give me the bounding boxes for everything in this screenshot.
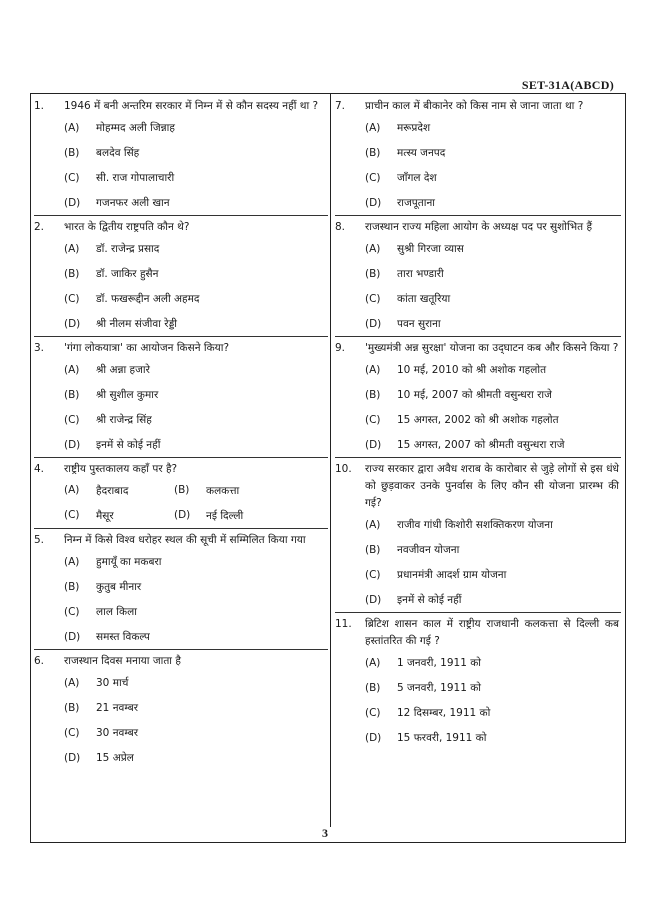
option bbox=[34, 720, 328, 745]
option-text: श्री राजेन्द्र सिंह bbox=[96, 413, 152, 426]
option-key: (D) bbox=[365, 317, 382, 330]
option-text: 15 अप्रेल bbox=[96, 751, 134, 764]
option bbox=[335, 190, 621, 215]
option-key: (B) bbox=[365, 267, 381, 280]
option-key: (B) bbox=[365, 681, 381, 694]
option-row bbox=[34, 503, 328, 528]
question-header bbox=[34, 216, 328, 236]
option bbox=[34, 432, 328, 457]
option bbox=[34, 140, 328, 165]
question-number: 9. bbox=[335, 342, 346, 354]
option-text: लाल किला bbox=[96, 605, 137, 618]
option-text: 15 फरवरी, 1911 को bbox=[397, 731, 487, 744]
option bbox=[335, 382, 621, 407]
option-key: (B) bbox=[365, 543, 381, 556]
option-text: जाँगल देश bbox=[397, 171, 437, 184]
question-block bbox=[335, 95, 621, 216]
option bbox=[335, 725, 621, 750]
option bbox=[34, 745, 328, 770]
question-number: 2. bbox=[34, 221, 45, 233]
question-text: 'मुख्यमंत्री अन्न सुरक्षा' योजना का उद्‌घाटन कब और किसने किया ? bbox=[365, 342, 619, 354]
question-text: राष्ट्रीय पुस्तकालय कहाँ पर है? bbox=[64, 463, 178, 475]
option-text: श्री सुशील कुमार bbox=[96, 388, 159, 401]
question-text: राजस्थान राज्य महिला आयोग के अध्यक्ष पद पर सुशोभित हैं bbox=[365, 221, 593, 233]
option bbox=[335, 311, 621, 336]
option bbox=[335, 537, 621, 562]
page-number: 3 bbox=[322, 826, 328, 840]
option bbox=[34, 670, 328, 695]
option bbox=[335, 165, 621, 190]
option bbox=[335, 562, 621, 587]
option-key: (C) bbox=[365, 171, 381, 184]
option-key: (D) bbox=[365, 196, 382, 209]
option-row bbox=[34, 478, 328, 503]
question-number: 7. bbox=[335, 100, 346, 112]
option bbox=[335, 140, 621, 165]
option-text: नई दिल्ली bbox=[206, 509, 244, 522]
option-key: (C) bbox=[64, 508, 80, 521]
option-text: 10 मई, 2007 को श्रीमती वसुन्धरा राजे bbox=[397, 388, 552, 401]
option-text: पवन सुराना bbox=[397, 317, 441, 330]
question-header bbox=[335, 95, 621, 115]
question-header bbox=[335, 458, 621, 512]
option-key: (D) bbox=[174, 508, 191, 521]
option-text: समस्त विकल्प bbox=[96, 630, 150, 643]
option-key: (A) bbox=[64, 242, 80, 255]
option bbox=[335, 261, 621, 286]
question-header bbox=[335, 613, 621, 650]
option bbox=[34, 286, 328, 311]
option-text: डॉ. फखरूद्दीन अली अहमद bbox=[96, 292, 200, 305]
option-key: (D) bbox=[365, 438, 382, 451]
set-code: SET-31A(ABCD) bbox=[521, 78, 614, 92]
option-text: कांता खतूरिया bbox=[397, 292, 451, 305]
option-key: (A) bbox=[365, 242, 381, 255]
option-key: (C) bbox=[64, 292, 80, 305]
option-key: (A) bbox=[64, 676, 80, 689]
option bbox=[174, 484, 284, 498]
option-text: 15 अगस्त, 2007 को श्रीमती वसुन्धरा राजे bbox=[397, 438, 565, 451]
option bbox=[335, 432, 621, 457]
option bbox=[34, 261, 328, 286]
option-key: (A) bbox=[64, 483, 80, 496]
option bbox=[34, 599, 328, 624]
question-block bbox=[34, 95, 328, 216]
option-text: मत्स्य जनपद bbox=[397, 146, 446, 159]
option-key: (A) bbox=[365, 518, 381, 531]
option-key: (C) bbox=[64, 413, 80, 426]
option-key: (A) bbox=[64, 555, 80, 568]
option bbox=[34, 357, 328, 382]
option-key: (C) bbox=[64, 726, 80, 739]
option-key: (B) bbox=[64, 267, 80, 280]
option-text: 30 नवम्बर bbox=[96, 726, 139, 739]
question-text: 1946 में बनी अन्तरिम सरकार में निम्न में से कौन सदस्य नहीं था ? bbox=[64, 100, 319, 112]
option bbox=[335, 407, 621, 432]
option-key: (C) bbox=[365, 413, 381, 426]
option bbox=[174, 509, 284, 523]
question-number: 4. bbox=[34, 463, 45, 475]
option-key: (A) bbox=[365, 363, 381, 376]
option-key: (D) bbox=[64, 630, 81, 643]
question-block bbox=[34, 216, 328, 337]
option-key: (B) bbox=[365, 388, 381, 401]
question-block bbox=[335, 337, 621, 458]
question-text: राजस्थान दिवस मनाया जाता है bbox=[64, 655, 181, 667]
option-key: (A) bbox=[64, 121, 80, 134]
option bbox=[34, 311, 328, 336]
option-text: 15 अगस्त, 2002 को श्री अशोक गहलोत bbox=[397, 413, 559, 426]
question-number: 3. bbox=[34, 342, 45, 354]
question-number: 10. bbox=[335, 463, 352, 475]
option bbox=[34, 407, 328, 432]
option-text: तारा भण्डारी bbox=[397, 267, 444, 280]
option-key: (D) bbox=[64, 438, 81, 451]
question-block bbox=[335, 458, 621, 613]
option-text: बलदेव सिंह bbox=[96, 146, 140, 159]
option-key: (B) bbox=[174, 483, 190, 496]
question-block bbox=[34, 458, 328, 529]
option bbox=[34, 236, 328, 261]
option-key: (C) bbox=[365, 568, 381, 581]
option-text: प्रधानमंत्री आदर्श ग्राम योजना bbox=[397, 568, 507, 581]
option-text: इनमें से कोई नहीं bbox=[96, 438, 161, 451]
option bbox=[64, 509, 174, 523]
option-key: (C) bbox=[64, 605, 80, 618]
option-key: (B) bbox=[64, 580, 80, 593]
question-block bbox=[335, 613, 621, 750]
option-key: (D) bbox=[64, 751, 81, 764]
question-text: प्राचीन काल में बीकानेर को किस नाम से जाना जाता था ? bbox=[365, 100, 584, 112]
question-header bbox=[335, 216, 621, 236]
option-text: कुतुब मीनार bbox=[96, 580, 142, 593]
option bbox=[34, 165, 328, 190]
question-text: भारत के द्वितीय राष्ट्रपति कौन थे? bbox=[64, 221, 190, 233]
option bbox=[335, 115, 621, 140]
option bbox=[34, 624, 328, 649]
option-text: 1 जनवरी, 1911 को bbox=[397, 656, 482, 669]
option-key: (A) bbox=[365, 121, 381, 134]
option-key: (D) bbox=[365, 731, 382, 744]
option-text: हैदराबाद bbox=[96, 484, 129, 497]
option-text: मरूप्रदेश bbox=[397, 121, 431, 134]
option bbox=[335, 587, 621, 612]
question-header bbox=[34, 650, 328, 670]
option-text: गजनफर अली खान bbox=[96, 196, 170, 209]
question-header bbox=[335, 337, 621, 357]
option-key: (C) bbox=[64, 171, 80, 184]
column-divider bbox=[330, 93, 331, 827]
question-text: निम्न में किसे विश्व धरोहर स्थल की सूची में सम्मिलित किया गया bbox=[64, 534, 306, 546]
option-text: मोहम्मद अली जिन्नाह bbox=[96, 121, 175, 134]
option-text: 5 जनवरी, 1911 को bbox=[397, 681, 482, 694]
option bbox=[34, 115, 328, 140]
option-text: सी. राज गोपालाचारी bbox=[96, 171, 175, 184]
question-number: 5. bbox=[34, 534, 45, 546]
option-key: (D) bbox=[64, 317, 81, 330]
option-text: सुश्री गिरजा व्यास bbox=[397, 242, 464, 255]
option bbox=[335, 675, 621, 700]
option-text: इनमें से कोई नहीं bbox=[397, 593, 462, 606]
option-text: नवजीवन योजना bbox=[397, 543, 460, 556]
question-number: 6. bbox=[34, 655, 45, 667]
option-text: 12 दिसम्बर, 1911 को bbox=[397, 706, 491, 719]
option-key: (C) bbox=[365, 292, 381, 305]
question-header bbox=[34, 529, 328, 549]
question-block bbox=[34, 529, 328, 650]
option bbox=[335, 357, 621, 382]
question-block bbox=[34, 337, 328, 458]
option-key: (D) bbox=[64, 196, 81, 209]
question-number: 11. bbox=[335, 618, 352, 630]
question-number: 1. bbox=[34, 100, 45, 112]
option-text: मैसूर bbox=[96, 509, 114, 522]
option-text: डॉ. जाकिर हुसैन bbox=[96, 267, 159, 280]
option bbox=[64, 484, 174, 498]
question-number: 8. bbox=[335, 221, 346, 233]
option bbox=[335, 236, 621, 261]
option-key: (D) bbox=[365, 593, 382, 606]
option bbox=[335, 650, 621, 675]
option-key: (B) bbox=[64, 388, 80, 401]
option-key: (A) bbox=[64, 363, 80, 376]
option-key: (A) bbox=[365, 656, 381, 669]
question-block bbox=[34, 650, 328, 770]
right-column bbox=[335, 95, 621, 750]
option bbox=[335, 286, 621, 311]
left-column bbox=[34, 95, 328, 770]
option-text: राजपूताना bbox=[397, 196, 436, 209]
question-text: 'गंगा लोकयात्रा' का आयोजन किसने किया? bbox=[64, 342, 230, 354]
option-key: (B) bbox=[64, 146, 80, 159]
question-text: ब्रिटिश शासन काल में राष्ट्रीय राजधानी कलकत्ता से दिल्ली कब हस्तांतरित की गई ? bbox=[365, 618, 619, 647]
option bbox=[34, 190, 328, 215]
option bbox=[335, 700, 621, 725]
question-header bbox=[34, 95, 328, 115]
option bbox=[34, 549, 328, 574]
question-block bbox=[335, 216, 621, 337]
option-text: श्री नीलम संजीवा रेड्डी bbox=[96, 317, 177, 330]
question-header bbox=[34, 337, 328, 357]
option bbox=[34, 695, 328, 720]
option-text: श्री अन्ना हजारे bbox=[96, 363, 150, 376]
option-text: 30 मार्च bbox=[96, 676, 129, 689]
option-text: राजीव गांधी किशोरी सशक्तिकरण योजना bbox=[397, 518, 553, 531]
option-text: कलकत्ता bbox=[206, 484, 240, 497]
option bbox=[335, 512, 621, 537]
option bbox=[34, 574, 328, 599]
option-text: 10 मई, 2010 को श्री अशोक गहलोत bbox=[397, 363, 547, 376]
option-text: हुमायूँ का मकबरा bbox=[96, 555, 162, 568]
option bbox=[34, 382, 328, 407]
question-header bbox=[34, 458, 328, 478]
question-text: राज्य सरकार द्वारा अवैध शराब के कारोबार से जुड़े लोगों से इस धंधे को छुड़वाकर उनके पुनर्वास के लिए कौन सी योजना प्रारम्भ की गई? bbox=[365, 463, 619, 509]
option-key: (B) bbox=[365, 146, 381, 159]
option-key: (C) bbox=[365, 706, 381, 719]
option-key: (B) bbox=[64, 701, 80, 714]
option-text: डॉ. राजेन्द्र प्रसाद bbox=[96, 242, 160, 255]
option-text: 21 नवम्बर bbox=[96, 701, 139, 714]
